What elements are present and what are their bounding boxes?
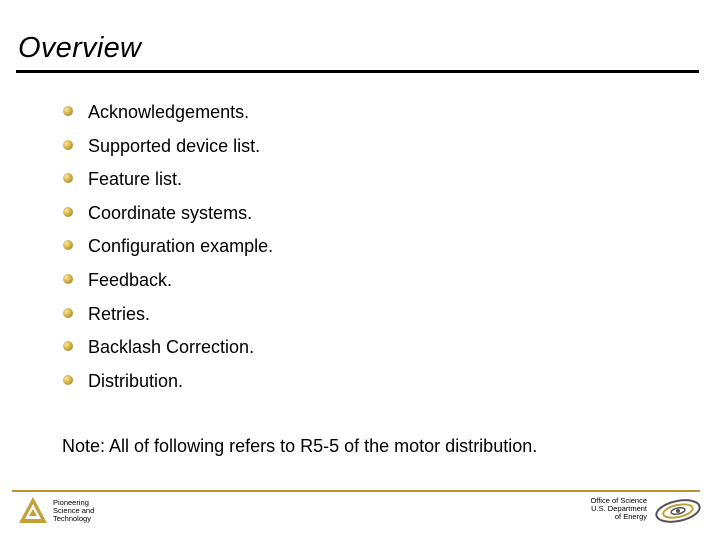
footer-left-line: Technology <box>53 514 91 523</box>
title-underline <box>16 70 699 73</box>
bullet-text: Feedback. <box>88 270 173 290</box>
bullet-dot-icon <box>63 341 73 351</box>
bullet-text: Backlash Correction. <box>88 337 255 357</box>
bullet-dot-icon <box>63 173 73 183</box>
bullet-dot-icon <box>63 375 73 385</box>
bullet-text: Retries. <box>88 304 151 324</box>
footer-left-text <box>53 499 94 523</box>
bullet-item <box>0 270 720 292</box>
bullet-item <box>0 337 720 359</box>
doe-office-of-science-icon <box>652 497 704 525</box>
bullet-text: Coordinate systems. <box>88 203 253 223</box>
argonne-triangle-icon <box>18 496 48 524</box>
footer-right-line: of Energy <box>614 512 647 521</box>
footer-right-line: U.S. Department <box>591 504 647 513</box>
bullet-dot-icon <box>63 274 73 284</box>
note-text: Note: All of following refers to R5-5 of the motor distribution. <box>62 436 538 456</box>
footer-left-line: Pioneering <box>53 498 89 507</box>
bullet-text: Configuration example. <box>88 236 274 256</box>
bullet-text: Acknowledgements. <box>88 102 250 122</box>
bullet-dot-icon <box>63 106 73 116</box>
bullet-item <box>0 236 720 258</box>
bullet-dot-icon <box>63 207 73 217</box>
footer-right-line: Office of Science <box>590 496 647 505</box>
bullet-item <box>0 136 720 158</box>
footer-left-line: Science and <box>53 506 95 515</box>
bullet-item <box>0 102 720 124</box>
bullet-text: Distribution. <box>88 371 184 391</box>
bullet-item <box>0 169 720 191</box>
bullet-item <box>0 371 720 393</box>
footer-divider <box>12 490 700 492</box>
bullet-text: Supported device list. <box>88 136 261 156</box>
footer-right-text <box>590 497 647 521</box>
bullet-item <box>0 304 720 326</box>
bullet-text: Feature list. <box>88 169 183 189</box>
bullet-dot-icon <box>63 140 73 150</box>
slide-title: Overview <box>18 32 142 64</box>
bullet-dot-icon <box>63 240 73 250</box>
bullet-dot-icon <box>63 308 73 318</box>
bullet-item <box>0 203 720 225</box>
